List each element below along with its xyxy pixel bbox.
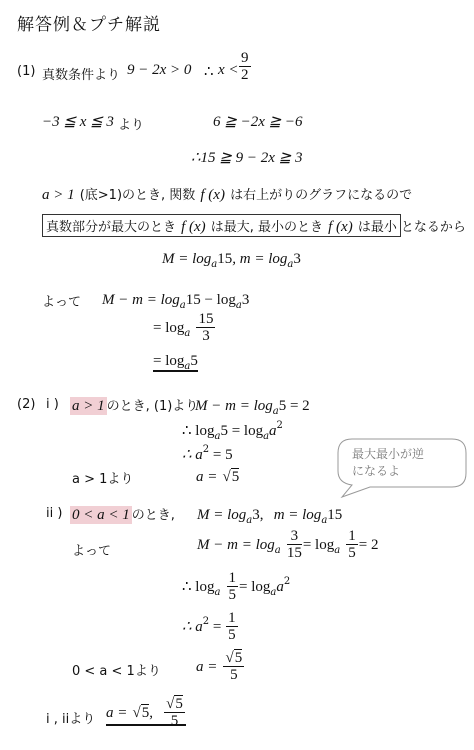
fx-2: f (x) [328, 219, 353, 235]
M-m-definition [162, 248, 301, 270]
boxed-text-1: 真数部分が最大のとき [46, 220, 177, 235]
denominator: 5 [228, 587, 237, 603]
log-fraction-line [153, 311, 216, 344]
numerator: 9 [241, 50, 249, 66]
fraction-sqrt5-over-5 [223, 650, 244, 683]
log-base: a [272, 406, 279, 417]
eq-log: = log [239, 579, 271, 595]
case-i-equation [195, 395, 310, 417]
log5-eq: 5 = log [220, 423, 264, 439]
case-ii-definitions [197, 504, 342, 526]
radicand: 5 [234, 650, 243, 666]
problem-1-number: (1) [17, 64, 36, 79]
denominator: 2 [241, 67, 249, 83]
therefore-log: ∴ log [182, 579, 215, 595]
bubble-line-1: 最大最小が逆 [352, 447, 425, 461]
sqrt-symbol: √ [222, 469, 231, 485]
square: 2 [202, 616, 210, 627]
fx-1: f (x) [181, 219, 206, 235]
log-base: a [184, 328, 191, 339]
condition-expression: 9 − 2x > 0 [127, 62, 192, 78]
range-expression: −3 ≦ x ≦ 3 [42, 114, 114, 130]
condition-label: 真数条件より [42, 68, 121, 83]
numerator: 1 [228, 570, 237, 586]
boxed-text-2: は最大, 最小のとき [210, 220, 324, 235]
log-base: a [214, 431, 221, 442]
log-base: a [334, 545, 341, 556]
denominator: 5 [348, 545, 356, 561]
denominator: 15 [286, 545, 302, 561]
fraction-15-over-3 [196, 311, 215, 344]
range-expression-3: ∴15 ≧ 9 − 2x ≧ 3 [191, 150, 303, 166]
case-ii-condition: 0 < a < 1 [72, 507, 130, 523]
case-ii-line [70, 504, 175, 524]
numerator: √5 [166, 696, 183, 712]
radicand: 5 [231, 469, 240, 485]
diff: M − m = log [197, 537, 275, 553]
eq-log: = log [302, 537, 335, 553]
M-val: 3, [252, 507, 264, 523]
a: ∴ a [182, 447, 203, 463]
rhs: 5 = 2 [278, 398, 310, 414]
problem-2-number: (2) [17, 397, 36, 412]
fraction-1-over-5 [226, 610, 238, 643]
fraction-3-over-15 [287, 528, 302, 561]
log-base: a [263, 431, 270, 442]
fraction-1-over-5 [346, 528, 358, 561]
eq5: = 5 [209, 447, 233, 463]
difference-line [102, 289, 249, 311]
a-squared-eq-5 [182, 444, 233, 464]
m-eq: m = log [273, 507, 322, 523]
log-base: a [211, 259, 218, 270]
square: 2 [276, 420, 283, 431]
case-ii-text: のとき, [131, 508, 175, 523]
M-eq: M = log [197, 507, 247, 523]
case-i-text: のとき, (1)より [106, 399, 199, 414]
radicand: 5 [175, 696, 183, 712]
cond-ii-yori: 0 < a < 1より [72, 664, 161, 679]
log-base: a [287, 259, 294, 270]
denominator: 3 [202, 328, 210, 344]
diff-eq: M − m = log [102, 292, 180, 308]
denominator: 5 [230, 667, 238, 683]
eq-log: = log [153, 320, 185, 336]
log-equality [182, 420, 283, 442]
a-eq: a = [196, 469, 218, 485]
case-i-condition: a > 1 [72, 398, 105, 414]
separator: , [149, 705, 153, 721]
page-title: 解答例＆プチ解説 [17, 15, 161, 35]
numerator: √5 [225, 650, 243, 666]
increasing-text: は右上がりのグラフになるので [230, 188, 413, 203]
a-gt-1: a > 1 [42, 187, 75, 203]
fx: f (x) [200, 187, 225, 203]
after-box-text: となるから [400, 220, 466, 235]
boxed-statement [42, 214, 401, 237]
a: ∴ a [182, 619, 203, 635]
case-i-line [70, 395, 198, 415]
m-value: 3 [293, 251, 301, 267]
therefore-log: ∴ log [182, 423, 215, 439]
fraction-1-over-5 [227, 570, 239, 603]
square: 2 [202, 444, 210, 455]
final-answer [106, 696, 186, 729]
denominator: 5 [170, 713, 179, 729]
eq: M − m = log [195, 398, 273, 414]
fraction-9-over-2 [239, 50, 251, 83]
m-eq: , m = log [232, 251, 288, 267]
yotte-label: よって [42, 295, 82, 310]
case-ii-yotte: よって [72, 544, 112, 559]
a: a [269, 423, 277, 439]
log-base: a [270, 587, 277, 598]
base-condition-line [42, 184, 412, 204]
final-label: i , iiより [46, 712, 96, 727]
max-min-line [42, 216, 466, 236]
log-base: a [321, 515, 328, 526]
log-base: a [214, 587, 221, 598]
log-base: a [179, 300, 186, 311]
boxed-text-3: は最小 [357, 220, 397, 235]
base-text: (底>1)のとき, 関数 [79, 188, 196, 203]
answer-1 [153, 350, 198, 372]
M-value: 15 [217, 251, 233, 267]
case-i-label: i ) [46, 397, 59, 412]
numerator: 1 [348, 528, 356, 544]
final-answer-underline: a = √5, $\frac{√5}{5}$ [106, 702, 186, 726]
eq-log: = log [153, 353, 185, 369]
numerator: 15 [198, 311, 214, 327]
m-val: 15 [327, 507, 343, 523]
log-base: a [184, 361, 191, 372]
square: 2 [283, 576, 291, 587]
diff-end: 3 [241, 292, 250, 308]
numerator: 3 [287, 528, 302, 545]
a-eq: a = [196, 659, 218, 675]
case-ii-label: ii ) [46, 506, 63, 521]
log-base: a [246, 515, 253, 526]
radicand: 5 [141, 705, 150, 721]
log-base: a [235, 300, 242, 311]
log-base: a [274, 545, 281, 556]
therefore-symbol: ∴ [204, 64, 214, 80]
denominator: 5 [228, 627, 236, 643]
a: a [276, 579, 284, 595]
a-squared-eq-fifth: ∴ $a^2$ = $\frac{1}{5}$ [182, 610, 236, 643]
bubble-text [352, 446, 424, 480]
fraction-sqrt5-over-5 [164, 696, 185, 729]
log-fraction-equality [182, 570, 290, 603]
bubble-line-2: になるよ [352, 464, 401, 478]
answer-1-underline [153, 350, 198, 372]
x-less-than: x < [218, 62, 239, 78]
answer-value: 5 [190, 353, 198, 369]
range-yori: より [118, 118, 145, 133]
numerator: 1 [228, 610, 236, 626]
case-i-result [196, 466, 239, 486]
eq-2: = 2 [358, 537, 379, 553]
case-ii-result [196, 650, 245, 683]
range-expression-2: 6 ≧ −2x ≧ −6 [213, 114, 303, 130]
M-eq: M = log [162, 251, 212, 267]
diff-mid: 15 − log [185, 292, 236, 308]
case-ii-difference [197, 528, 378, 561]
a-gt-1-yori: a > 1より [72, 472, 134, 487]
a-eq: a = [106, 705, 128, 721]
